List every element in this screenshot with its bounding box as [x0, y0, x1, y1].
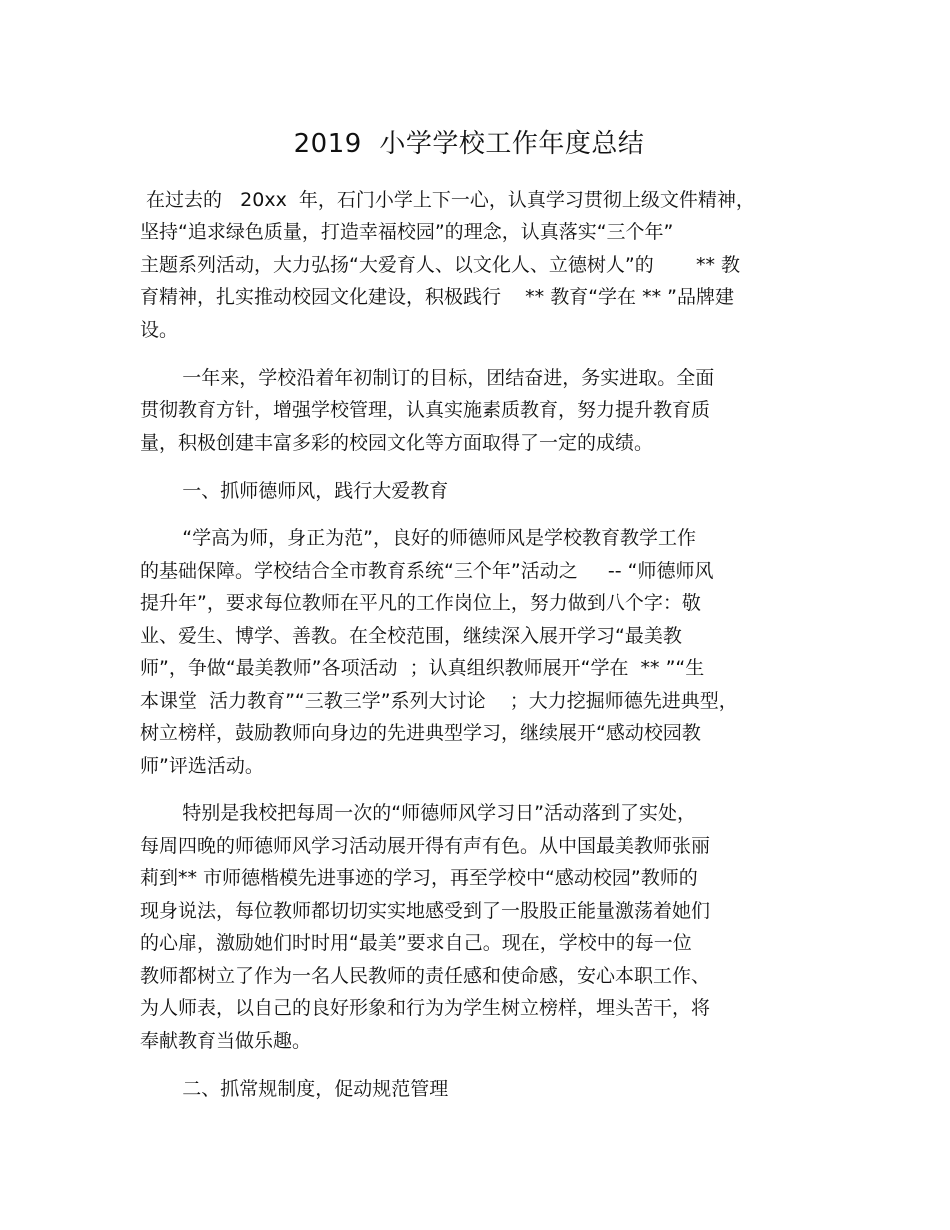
text-line: 坚持“追求绿色质量，打造幸福校园”的理念，认真落实“三个年” [140, 221, 674, 243]
text-line: 量，积极创建丰富多彩的校园文化等方面取得了一定的成绩。 [140, 432, 654, 454]
text-line: 莉到** 市师德楷模先进事迹的学习，再至学校中“感动校园”教师的 [140, 867, 698, 889]
text-line: 业、爱生、博学、善教。在全校范围，继续深入展开学习“最美教 [140, 625, 682, 647]
text-line: 的基础保障。学校结合全市教育系统“三个年”活动之 -- “师德师风 [140, 560, 714, 582]
document-title: 2019 小学学校工作年度总结 [293, 129, 645, 159]
text-line: 贯彻教育方针，增强学校管理，认真实施素质教育，努力提升教育质 [140, 399, 711, 421]
text-line: 教师都树立了作为一名人民教师的责任感和使命感，安心本职工作、 [140, 965, 711, 987]
text-line: 师”，争做“最美教师”各项活动 ；认真组织教师展开“学在 ** ”“生 [140, 657, 705, 679]
section-heading: 二、抓常规制度，促动规范管理 [140, 1078, 449, 1100]
text-line: 奉献教育当做乐趣。 [140, 1030, 312, 1052]
section-heading: 一、抓师德师风，践行大爱教育 [140, 480, 449, 502]
text-line: 特别是我校把每周一次的“师德师风学习日”活动落到了实处， [140, 802, 696, 824]
text-line: 一年来，学校沿着年初制订的目标，团结奋进，务实进取。全面 [140, 367, 715, 389]
text-line: 设。 [140, 319, 179, 341]
text-line: 的心扉，激励她们时时用“最美”要求自己。现在，学校中的每一位 [140, 932, 692, 954]
text-line: 在过去的 20xx 年，石门小学上下一心，认真学习贯彻上级文件精神， [140, 189, 755, 211]
text-line: 主题系列活动，大力弘扬“大爱育人、以文化人、立德树人”的 ** 教 [140, 254, 741, 276]
text-line: 为人师表，以自己的良好形象和行为为学生树立榜样，埋头苦干，将 [140, 997, 711, 1019]
text-line: “学高为师，身正为范”，良好的师德师风是学校教育教学工作 [140, 527, 696, 549]
text-line: 每周四晚的师德师风学习活动展开得有声有色。从中国最美教师张丽 [140, 835, 711, 857]
text-line: 现身说法，每位教师都切切实实地感受到了一股股正能量激荡着她们 [140, 900, 711, 922]
text-line: 师”评选活动。 [140, 755, 264, 777]
text-line: 树立榜样，鼓励教师向身边的先进典型学习，继续展开“感动校园教 [140, 722, 701, 744]
text-line: 本课堂 活力教育”“三教三学”系列大讨论 ；大力挖掘师德先进典型， [140, 690, 738, 712]
text-line: 提升年”，要求每位教师在平凡的工作岗位上，努力做到八个字：敬 [140, 592, 701, 614]
text-line: 育精神，扎实推动校园文化建设，积极践行 ** 教育“学在 ** ”品牌建 [140, 286, 734, 308]
